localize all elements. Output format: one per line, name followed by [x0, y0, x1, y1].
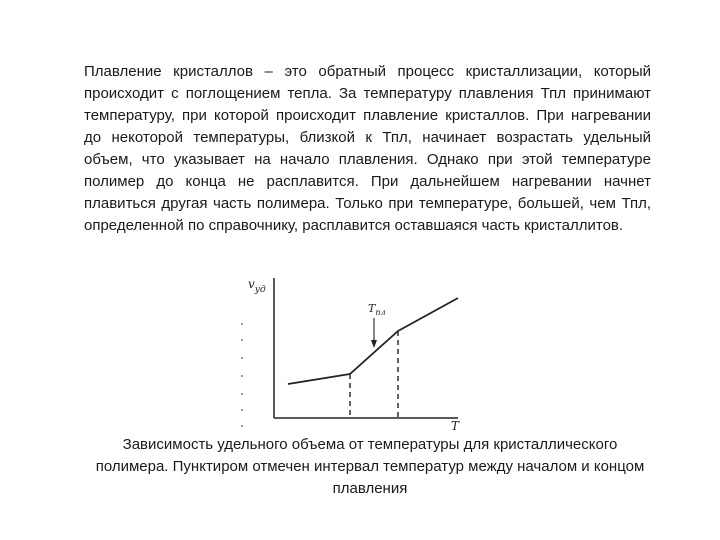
y-axis-label-main: v — [248, 277, 255, 291]
figure-caption: Зависимость удельного объема от температуры для кристаллического полимера. Пунктиром отмечен интервал температур между началом и концом плавления — [95, 436, 645, 497]
melting-point-label — [368, 302, 386, 317]
melting-point-label-sub: пл — [375, 308, 386, 317]
melting-point-arrow-head — [371, 340, 377, 348]
left-dot-marks — [241, 323, 243, 427]
specific-volume-diagram — [226, 268, 486, 440]
body-paragraph: Плавление кристаллов – это обратный процесс кристаллизации, который происходит с поглощением тепла. За температуру плавления Тпл принимают температуру, при которой происходит плавление кристаллов. При нагревании до некоторой температуры, близкой к Тпл, начинает возрастать удельный объем, что указывает на начало плавления. Однако при этой температуре полимер до конца не расплавится. При дальнейшем нагревании начнет плавиться другая часть полимера. Только при температуре, большей, чем Тпл, определенной по справочнику, расплавится оставшаяся часть кристаллитов. — [84, 63, 651, 234]
x-axis-label: T — [451, 419, 460, 433]
y-axis-label-sub: уд — [254, 285, 266, 295]
y-axis-label — [248, 277, 266, 295]
melting-point-label-main: T — [368, 302, 376, 315]
